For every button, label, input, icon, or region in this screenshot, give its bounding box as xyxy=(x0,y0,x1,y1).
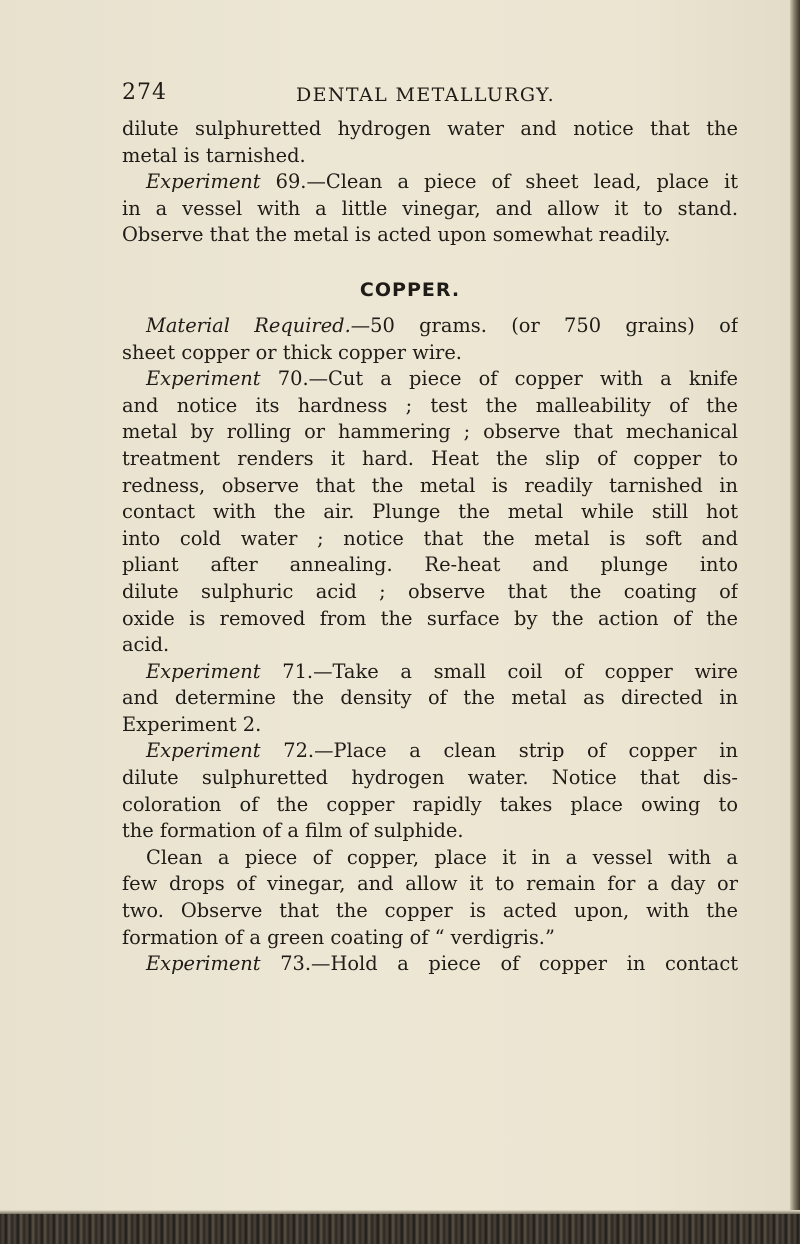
material-label: Material Required. xyxy=(146,313,351,337)
text-line: the formation of a film of sulphide. xyxy=(122,819,464,843)
running-head: DENTAL METALLURGY. xyxy=(296,84,556,106)
text-line: sheet copper or thick copper wire. xyxy=(122,340,462,364)
experiment-text: 70.—Cut a piece of copper with a knife xyxy=(260,367,738,391)
scanner-bottom-edge xyxy=(0,1214,800,1244)
text-line: in a vessel with a little vinegar, and allow it to stand. xyxy=(122,196,738,220)
text-line: contact with the air. Plunge the metal while still hot xyxy=(122,500,738,524)
page-header xyxy=(122,80,722,112)
text-line: oxide is removed from the surface by the action of the xyxy=(122,606,738,630)
experiment-text: 69.—Clean a piece of sheet lead, place it xyxy=(260,170,738,194)
section-heading: COPPER. xyxy=(359,278,461,301)
text-line: and determine the density of the metal as directed in xyxy=(122,686,738,710)
experiment-label: Experiment xyxy=(146,659,261,683)
text-line: metal is tarnished. xyxy=(122,143,306,167)
experiment-text: 73.—Hold a piece of copper in contact xyxy=(260,952,738,976)
text-line: treatment renders it hard. Heat the slip of copper to xyxy=(122,446,738,470)
text-line: pliant after annealing. Re-heat and plunge into xyxy=(122,553,738,577)
text-line: Clean a piece of copper, place it in a vessel with a xyxy=(146,845,738,869)
text-line: formation of a green coating of “ verdigris.” xyxy=(122,925,555,949)
material-text: —50 grams. (or 750 grains) of xyxy=(350,313,738,337)
text-line: redness, observe that the metal is readily tarnished in xyxy=(122,473,738,497)
text-line: two. Observe that the copper is acted upon, with the xyxy=(122,899,738,923)
page-body xyxy=(122,116,738,978)
experiment-70-first-line xyxy=(122,366,738,393)
text-line: metal by rolling or hammering ; observe that mechanical xyxy=(122,420,738,444)
text-line: and notice its hardness ; test the malleability of the xyxy=(122,393,738,417)
experiment-label: Experiment xyxy=(146,952,261,976)
text-line: dilute sulphuric acid ; observe that the coating of xyxy=(122,579,738,603)
experiment-label: Experiment xyxy=(146,170,261,194)
text-line: dilute sulphuretted hydrogen water and notice that the xyxy=(122,117,738,140)
experiment-73-first-line xyxy=(122,951,738,978)
book-spine-edge xyxy=(790,0,800,1244)
page-number: 274 xyxy=(122,80,167,105)
experiment-text: 71.—Take a small coil of copper wire xyxy=(260,659,738,683)
experiment-label: Experiment xyxy=(146,739,261,763)
experiment-text: 72.—Place a clean strip of copper in xyxy=(260,739,738,763)
experiment-label: Experiment xyxy=(146,367,261,391)
text-line: dilute sulphuretted hydrogen water. Notice that dis- xyxy=(122,766,738,790)
text-line: coloration of the copper rapidly takes place owing to xyxy=(122,792,738,816)
material-first-line xyxy=(122,313,738,340)
text-line: Experiment 2. xyxy=(122,712,262,736)
experiment-69-first-line xyxy=(122,169,738,196)
experiment-72-first-line xyxy=(122,738,738,765)
text-line: acid. xyxy=(122,633,170,657)
text-line: into cold water ; notice that the metal is soft and xyxy=(122,526,738,550)
text-line: few drops of vinegar, and allow it to remain for a day or xyxy=(122,872,738,896)
experiment-71-first-line xyxy=(122,659,738,686)
text-line: Observe that the metal is acted upon somewhat readily. xyxy=(122,223,671,247)
